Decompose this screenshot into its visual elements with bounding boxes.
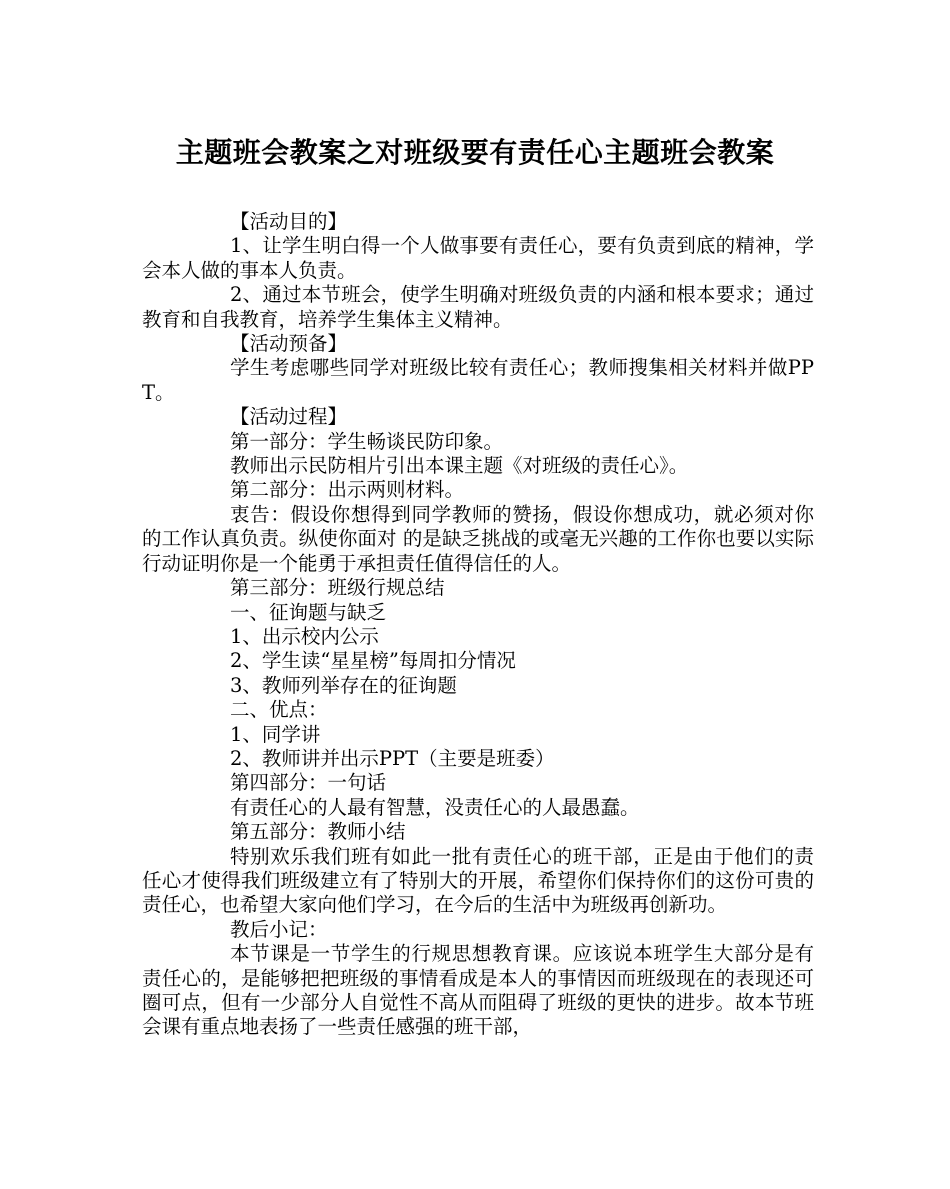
paragraph: 1、出示校内公示: [230, 624, 379, 648]
paragraph: 第四部分：一句话: [230, 771, 387, 795]
paragraph: 特别欢乐我们班有如此一批有责任心的班干部，正是由于他们的责任心才使得我们班级建立有了特别大的开展，希望你们保持你们的这份可贵的责任心，也希望大家向他们学习，在今后的生活中为班级再创新功。: [142, 844, 814, 917]
paragraph: 二、优点：: [230, 698, 328, 722]
paragraph: 本节课是一节学生的行规思想教育课。应该说本班学生大部分是有责任心的，是能够把把班级的事情看成是本人的事情因而班级现在的表现还可圈可点，但有一少部分人自觉性不高从而阻碍了班级的更快的进步。故本节班会课有重点地表扬了一些责任感强的班干部，: [142, 942, 814, 1039]
paragraph: 第三部分：班级行规总结: [230, 576, 445, 600]
section-heading-preparation: 【活动预备】: [230, 332, 348, 356]
paragraph: 教师出示民防相片引出本课主题《对班级的责任心》。: [230, 454, 689, 478]
section-heading-purpose: 【活动目的】: [230, 210, 348, 233]
paragraph: 2、通过本节班会，使学生明确对班级负责的内涵和根本要求；通过教育和自我教育，培养学生集体主义精神。: [142, 283, 814, 331]
paragraph: 衷告：假设你想得到同学教师的赞扬，假设你想成功，就必须对你的工作认真负责。纵使你面对 的是缺乏挑战的或毫无兴趣的工作你也要以实际行动证明你是一个能勇于承担责任值得信任的人。: [142, 502, 814, 575]
paragraph: 2、学生读“星星榜”每周扣分情况: [230, 649, 516, 673]
paragraph: 2、教师讲并出示PPT（主要是班委）: [230, 746, 555, 770]
paragraph: 1、同学讲: [230, 722, 321, 746]
paragraph: 教后小记：: [230, 917, 328, 941]
paragraph: 第一部分：学生畅谈民防印象。: [230, 429, 504, 453]
document-body: [142, 210, 814, 1040]
paragraph: 3、教师列举存在的征询题: [230, 673, 457, 697]
paragraph: 一、征询题与缺乏: [230, 600, 387, 624]
section-heading-process: 【活动过程】: [230, 405, 348, 429]
paragraph: 第二部分：出示两则材料。: [230, 478, 465, 502]
paragraph: 学生考虑哪些同学对班级比较有责任心；教师搜集相关材料并做PPT。: [142, 356, 814, 404]
paragraph: 第五部分：教师小结: [230, 820, 406, 844]
paragraph: 有责任心的人最有智慧，没责任心的人最愚蠢。: [230, 795, 640, 819]
paragraph: 1、让学生明白得一个人做事要有责任心，要有负责到底的精神，学会本人做的事本人负责。: [142, 234, 814, 282]
document-title: 主题班会教案之对班级要有责任心主题班会教案: [175, 136, 775, 169]
